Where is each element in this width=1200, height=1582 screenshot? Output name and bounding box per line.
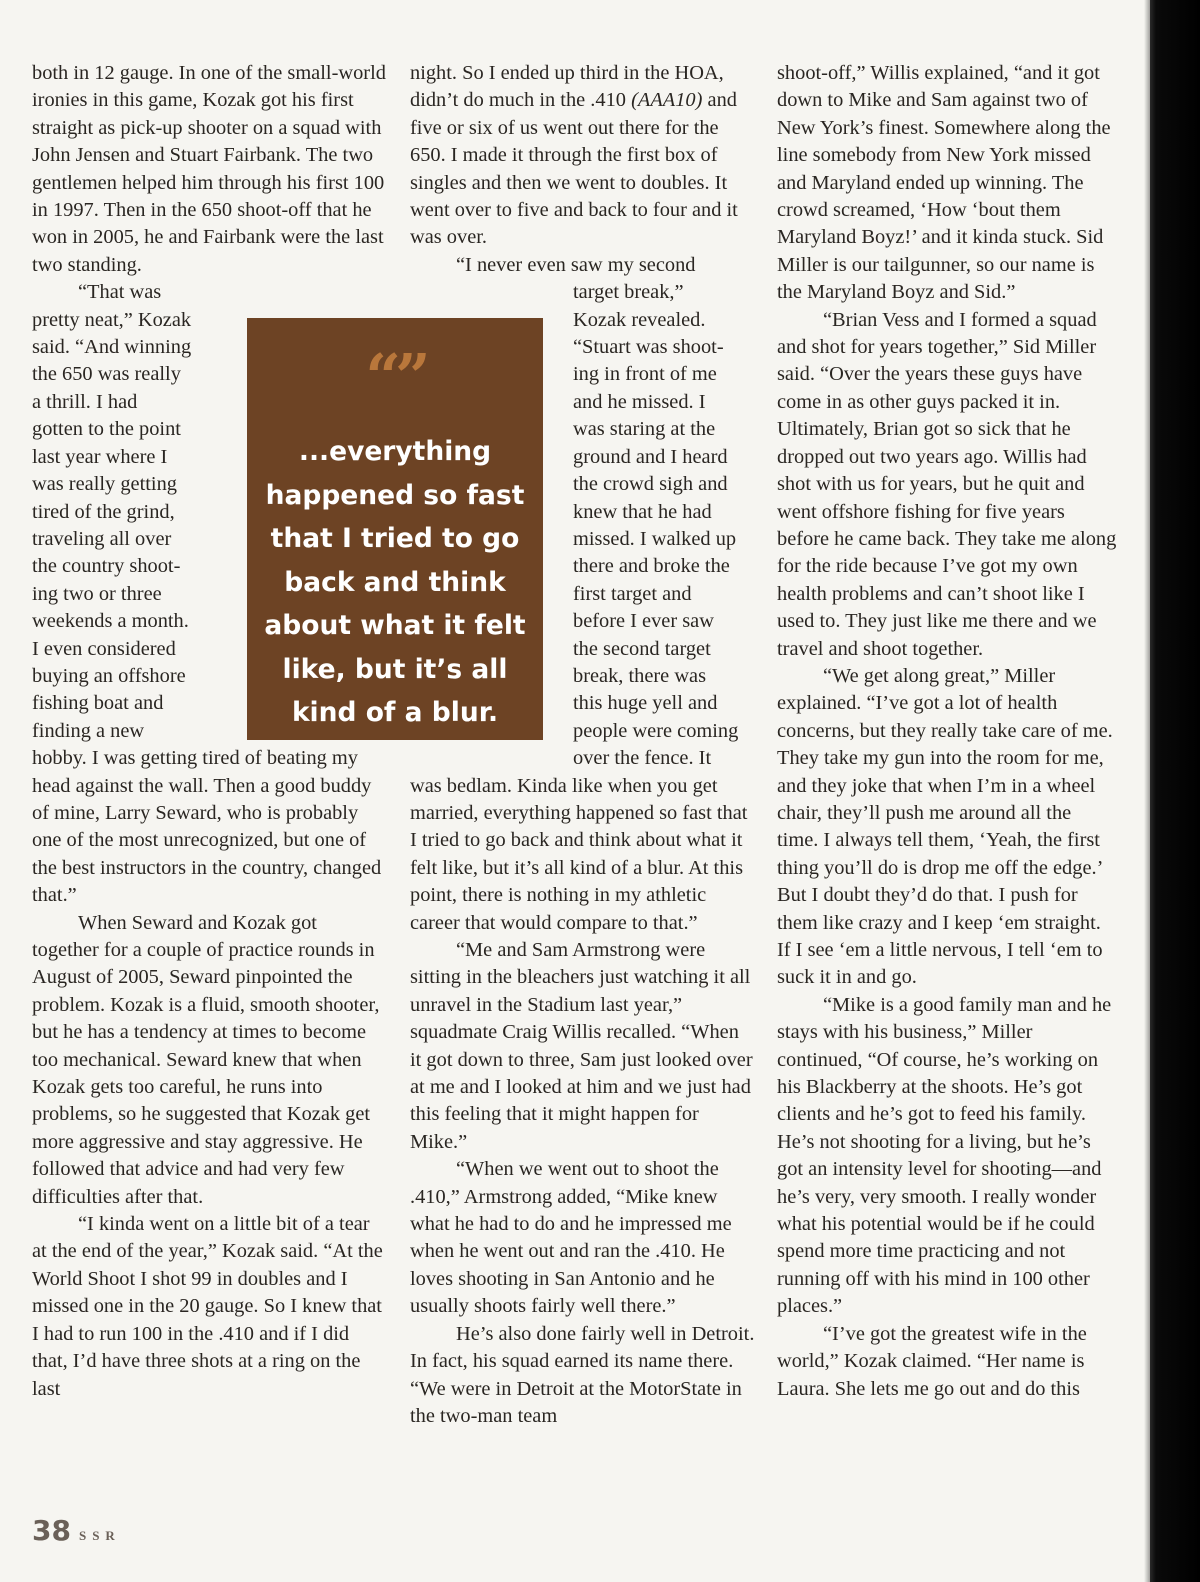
text-line: traveling all over — [32, 527, 172, 550]
page-number: 38 — [32, 1514, 71, 1547]
text-run: and five or six of us went out there for the 650. I made it through the first box of singles and then we went to doubles. It went over to five and back to four and it was over. — [410, 89, 738, 249]
folio — [32, 1514, 121, 1547]
paragraph: He’s also done fairly well in Detroit. In fact, his squad earned its name there. “We were in Detroit at the MotorState in the two-man team — [410, 1322, 755, 1427]
wrapped-lines — [32, 281, 191, 742]
scan-edge — [1150, 0, 1200, 1582]
paragraph: “Brian Vess and I formed a squad and shot for years together,” Sid Miller said. “Over the years these guys have come in as other guys packed it in. Ultimately, Brian got so sick that he dropped out two years ago. Willis had shot with us for years, but he quit and went offshore fishing for five years before he came back. They take me along for the ride because I’ve got my own health problems and can’t shoot like I used to. They just like me there and we travel and shoot together. — [777, 308, 1117, 660]
text-line: was staring at the — [573, 418, 716, 441]
text-line: “Stuart was shoot- — [573, 336, 724, 359]
paragraph-continuation: hobby. I was getting tired of beating my head against the wall. Then a good buddy of mine, Larry Seward, who is probably one of the most unrecognized, but one of the best instructors in the country, changed that.” — [32, 747, 382, 907]
text-line: break, there was — [573, 664, 707, 687]
pull-quote — [247, 318, 543, 740]
italic-run: (AAA10) — [631, 89, 703, 112]
paragraph: “I’ve got the greatest wife in the world,” Kozak claimed. “Her name is Laura. She lets me go out and do this — [777, 1322, 1087, 1400]
text-line: ground and I heard — [573, 445, 728, 468]
text-line: last year where I — [32, 445, 168, 468]
magazine-name: SSR — [78, 1528, 121, 1543]
paragraph: When Seward and Kozak got together for a couple of practice rounds in August of 2005, Seward pinpointed the problem. Kozak is a fluid, smooth shooter, but he has a tendency at times to become too mechanical. Seward knew that when Kozak gets too careful, he runs into problems, so he suggested that Kozak get more aggressive and stay aggressive. He followed that advice and had very few difficulties after that. — [32, 911, 380, 1208]
text-line: knew that he had — [573, 500, 712, 523]
paragraph: shoot-off,” Willis explained, “and it got down to Mike and Sam against two of New York’s finest. Somewhere along the line somebody from New York missed and Maryland ended up winning. The crowd screamed, ‘How ‘bout them Maryland Boyz!’ and it kinda stuck. Sid Miller is our tailgunner, so our name is the Maryland Boyz and Sid.” — [777, 62, 1111, 304]
text-line: finding a new — [32, 719, 145, 742]
text-line: pretty neat,” Kozak — [32, 308, 192, 331]
text-line: fishing boat and — [32, 692, 164, 715]
text-line: missed. I walked up — [573, 527, 737, 550]
text-run: night. So I ended up third in the HOA, didn’t do much in the .410 — [410, 62, 724, 112]
text-line: gotten to the point — [32, 418, 181, 441]
pull-quote-text: ...everything happened so fast that I tried to go back and think about what it felt like, but it’s all kind of a blur. — [264, 436, 526, 728]
text-line: was really getting — [32, 473, 177, 496]
text-line: Kozak revealed. — [573, 308, 706, 331]
article-column-3 — [777, 60, 1117, 1403]
text-line: the second target — [573, 637, 711, 660]
text-line: target break,” — [573, 281, 684, 304]
article-column-2 — [410, 60, 755, 1430]
text-line: I even considered — [32, 637, 176, 660]
wrapped-lines — [573, 279, 755, 772]
text-line: the crowd sigh and — [573, 473, 728, 496]
paragraph-continuation: was bedlam. Kinda like when you get married, everything happened so fast that I tried to go back and think about what it felt like, but it’s all kind of a blur. At this point, there is nothing in my athletic career that would compare to that.” — [410, 774, 748, 934]
paragraph: both in 12 gauge. In one of the small-world ironies in this game, Kozak got his first straight as pick-up shooter on a squad with John Jensen and Stuart Fairbank. The two gentlemen helped him through his first 100 in 1997. Then in the 650 shoot-off that he won in 2005, he and Fairbank were the last two standing. — [32, 62, 386, 276]
text-line: the 650 was really — [32, 363, 181, 386]
text-line: weekends a month. — [32, 610, 189, 633]
text-line: and he missed. I — [573, 390, 706, 413]
quote-marks-icon: “” — [365, 340, 425, 413]
text-line: a thrill. I had — [32, 390, 138, 413]
text-line: said. “And winning — [32, 336, 192, 359]
text-line: buying an offshore — [32, 664, 186, 687]
paragraph: “Me and Sam Armstrong were sitting in the bleachers just watching it all unravel in the Stadium last year,” squadmate Craig Willis recalled. “When it got down to three, Sam just looked over at me and I looked at him and we just had this feeling that it might happen for Mike.” — [410, 939, 753, 1153]
text-line: first target and — [573, 582, 692, 605]
paragraph: “Mike is a good family man and he stays with his business,” Miller continued, “Of course, he’s working on his Blackberry at the shoots. He’s got clients and he’s got to feed his family. He’s not shooting for a living, but he’s got an intensity level for shooting—and he’s very, very smooth. I really wonder what his potential would be if he could spend more time practicing and not running off with his mind in 100 other places.” — [777, 993, 1112, 1318]
paragraph — [410, 60, 755, 252]
text-line: this huge yell and — [573, 692, 718, 715]
paragraph: “When we went out to shoot the .410,” Armstrong added, “Mike knew what he had to do and he impressed me when he went out and ran the .410. He loves shooting in San Antonio and he usually shoots fairly well there.” — [410, 1158, 732, 1318]
text-line: tired of the grind, — [32, 500, 175, 523]
paragraph: “We get along great,” Miller explained. “I’ve got a lot of health concerns, but they really take care of me. They take my gun into the room for me, and they joke that when I’m in a wheel chair, they’ll push me around all the time. I always tell them, ‘Yeah, the first thing you’ll do is drop me off the edge.’ But I doubt they’d do that. I push for them like crazy and I keep ‘em straight. If I see ‘em a little nervous, I tell ‘em to suck it in and go. — [777, 664, 1113, 989]
text-line: people were coming — [573, 719, 739, 742]
paragraph: “I kinda went on a little bit of a tear at the end of the year,” Kozak said. “At the World Shoot I shot 99 in doubles and I missed one in the 20 gauge. So I knew that I had to run 100 in the .410 and if I did that, I’d have three shots at a ring on the last — [32, 1213, 383, 1400]
text-line: the country shoot- — [32, 555, 181, 578]
text-line: ing two or three — [32, 582, 162, 605]
text-line: ing in front of me — [573, 363, 717, 386]
text-line: there and broke the — [573, 555, 730, 578]
text-line: “That was — [78, 281, 162, 304]
text-run: “I never even saw my second — [456, 253, 696, 276]
text-line: over the fence. It — [573, 747, 712, 770]
text-line: before I ever saw — [573, 610, 714, 633]
